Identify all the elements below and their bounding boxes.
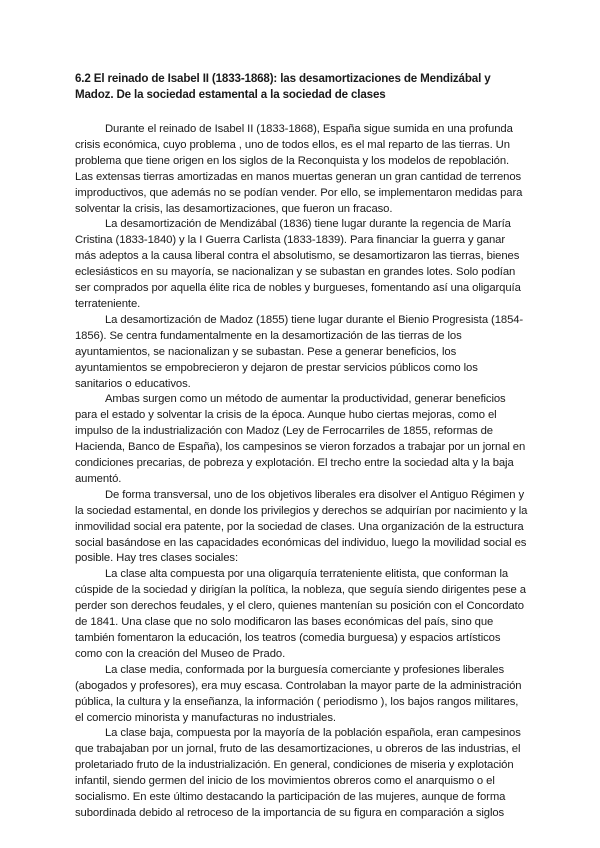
document-title: 6.2 El reinado de Isabel II (1833-1868): las desamortizaciones de Mendizábal y Madoz. De la sociedad estamental a la sociedad de clases	[75, 72, 491, 101]
paragraph-crisis: Durante el reinado de Isabel II (1833-1868), España sigue sumida en una profunda crisis económica, cuyo problema , uno de todos ellos, es el mal reparto de las tierras. Un problema que tiene origen en los siglos de la Reconquista y los modelos de repoblación. Las extensas tierras amortizadas en manos muertas generan un gran cantidad de terrenos improductivos, que además no se podían vender. Por ello, se implementaron medidas para solventar la crisis, las desamortizaciones, que fueron un fracaso.	[75, 123, 523, 215]
paragraph-madoz: La desamortización de Madoz (1855) tiene lugar durante el Bienio Progresista (1854-1856). Se centra fundamentalmente en la desamortización de las tierras de los ayuntamientos, se nacionalizan y se subastan. Pese a generar beneficios, los ayuntamientos se empobrecieron y dejaron de prestar servicios públicos como los sanitarios o educativos.	[75, 313, 524, 390]
paragraph-mendizabal: La desamortización de Mendizábal (1836) tiene lugar durante la regencia de María Cristina (1833-1840) y la I Guerra Carlista (1833-1839). Para financiar la guerra y ganar más adeptos a la causa liberal contra el absolutismo, se desamortizaron las tierras, bienes eclesiásticos en su mayoría, se nacionalizan y se subastan en grandes lotes. Solo podían ser comprados por aquella élite rica de nobles y burgueses, fomentando así una oligarquía terrateniente.	[75, 218, 521, 310]
paragraph-lower-class: La clase baja, compuesta por la mayoría de la población española, eran campesinos que trabajaban por un jornal, fruto de las desamortizaciones, u obreros de las industrias, el proletariado fruto de la industrialización. En general, condiciones de miseria y explotación infantil, siendo germen del inicio de los movimientos obreros como el anarquismo o el socialismo. En este último destacando la participación de las mujeres, aunque de forma subordinada debido al retroceso de la importancia de su figura en comparación a siglos	[75, 727, 521, 819]
paragraph-upper-class: La clase alta compuesta por una oligarquía terrateniente elitista, que conforman la cúspide de la sociedad y dirigían la política, la nobleza, que seguía siendo dirigentes pese a perder son derechos feudales, y el clero, quienes mantenían su posición con el Concordato de 1841. Una clase que no solo modificaron las bases económicas del país, sino que también fomentaron la educación, los teatros (comedia burguesa) y espacios artísticos como con la creación del Museo de Prado.	[75, 568, 526, 660]
paragraph-class-society: De forma transversal, uno de los objetivos liberales era disolver el Antiguo Régimen y la sociedad estamental, en donde los privilegios y derechos se adquirían por nacimiento y la inmovilidad social era patente, por la sociedad de clases. Una organización de la estructura social basándose en las capacidades económicas del individuo, luego la movilidad social es posible. Hay tres clases sociales:	[75, 488, 528, 565]
paragraph-consequences: Ambas surgen como un método de aumentar la productividad, generar beneficios para el estado y solventar la crisis de la época. Aunque hubo ciertas mejoras, como el impulso de la industrialización con Madoz (Ley de Ferrocarriles de 1855, reformas de Hacienda, Banco de España), los campesinos se vieron forzados a trabajar por un jornal en condiciones precarias, de pobreza y explotación. El trecho entre la sociedad alta y la baja aumentó.	[75, 393, 526, 485]
paragraph-middle-class: La clase media, conformada por la burguesía comerciante y profesiones liberales (abogados y profesores), era muy escasa. Controlaban la mayor parte de la administración pública, la cultura y la enseñanza, la información ( periodismo ), los bajos rangos militares, el comercio minorista y manufacturas no industriales.	[75, 663, 522, 724]
